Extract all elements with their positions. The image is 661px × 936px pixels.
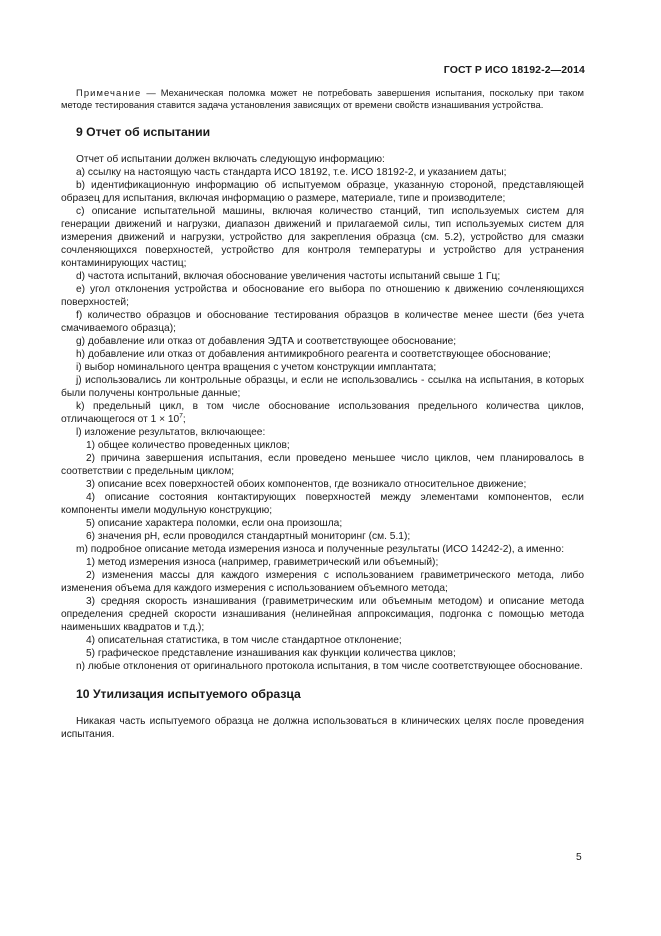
sub-item-m2: 2) изменения массы для каждого измерения с использованием гравиметрического метода, либо изменения объема для каждого измерения с использованием объемного метода; xyxy=(61,570,584,594)
list-item-h: h) добавление или отказ от добавления антимикробного реагента и соответствующее обоснование; xyxy=(76,349,551,360)
section-9-intro: Отчет об испытании должен включать следующую информацию: xyxy=(76,154,385,165)
list-item-c: c) описание испытательной машины, включая количество станций, тип используемых систем для генерации движений и нагрузки, диапазон движений и прилагаемой силы, тип используемых систем для измерения движений и нагрузки, устройство для закрепления образца (см. 5.2), устройство для смазки сочленяющихся поверхностей, устройство для контроля температуры и устройство для устранения контаминирующих частиц; xyxy=(61,206,584,269)
note-text: — Механическая поломка может не потребовать завершения испытания, поскольку при таком методе тестирования ставится задача установления зависящих от времени свойств изнашивания устройства. xyxy=(61,87,584,110)
list-item-j: j) использовались ли контрольные образцы, и если не использовались - ссылка на испытания, в которых были получены контрольные данные; xyxy=(61,375,584,399)
list-item-l: l) изложение результатов, включающее: xyxy=(76,427,266,438)
list-item-n: n) любые отклонения от оригинального протокола испытания, в том числе соответствующее обоснование. xyxy=(76,661,583,672)
exponent: 7 xyxy=(179,412,183,420)
sub-item-m1: 1) метод измерения износа (например, гравиметрический или объемный); xyxy=(86,557,439,568)
sub-item-m3: 3) средняя скорость изнашивания (гравиметрическим или объемным методом) и описание метода определения средней скорости изнашивания (нелинейная аппроксимация, подгонка с помощью метода наименьших квадратов и т.д.); xyxy=(61,596,584,633)
sub-item-l3: 3) описание всех поверхностей обоих компонентов, где возникало относительное движение; xyxy=(86,479,527,490)
sub-item-l2: 2) причина завершения испытания, если проведено меньшее число циклов, чем планировалось в соответствии с предельным циклом; xyxy=(61,453,584,477)
sub-item-l4: 4) описание состояния контактирующих поверхностей между элементами компонентов, если компоненты имели модульную конструкцию; xyxy=(61,492,584,516)
page-content xyxy=(61,87,584,741)
list-item-k-end: ; xyxy=(182,414,186,425)
sub-item-m5: 5) графическое представление изнашивания как функции количества циклов; xyxy=(86,648,456,659)
list-item-m: m) подробное описание метода измерения износа и полученные результаты (ИСО 14242-2), а именно: xyxy=(76,544,565,555)
section-10-title: 10 Утилизация испытуемого образца xyxy=(76,687,301,701)
list-item-k xyxy=(61,400,584,426)
note-paragraph xyxy=(61,87,584,111)
sub-item-m4: 4) описательная статистика, в том числе стандартное отклонение; xyxy=(86,635,402,646)
list-item-i: i) выбор номинального центра вращения с учетом конструкции имплантата; xyxy=(76,362,437,373)
document-id-header: ГОСТ Р ИСО 18192-2—2014 xyxy=(443,64,585,76)
list-item-b: b) идентификационную информацию об испытуемом образце, указанную стороной, представляющей образец для испытания, включая информацию о размере, материале, типе и производителе; xyxy=(61,180,584,204)
note-label: Примечание xyxy=(76,87,142,98)
sub-item-l6: 6) значения pH, если проводился стандартный мониторинг (см. 5.1); xyxy=(86,531,411,542)
list-item-f: f) количество образцов и обоснование тестирования образцов в количестве менее шести (без учета смачиваемого образца); xyxy=(61,310,584,334)
sub-item-l1: 1) общее количество проведенных циклов; xyxy=(86,440,290,451)
section-9-title: 9 Отчет об испытании xyxy=(76,125,211,139)
list-item-e: e) угол отклонения устройства и обоснование его выбора по отношению к движению сочленяющихся поверхностей; xyxy=(61,284,584,308)
list-item-d: d) частота испытаний, включая обоснование увеличения частоты испытаний свыше 1 Гц; xyxy=(76,271,501,282)
list-item-g: g) добавление или отказ от добавления ЭДТА и соответствующее обоснование; xyxy=(76,336,457,347)
page-number: 5 xyxy=(576,852,582,863)
list-item-a: a) ссылку на настоящую часть стандарта ИСО 18192, т.е. ИСО 18192-2, и указанием даты; xyxy=(76,167,507,178)
sub-item-l5: 5) описание характера поломки, если она произошла; xyxy=(86,518,343,529)
section-10-text: Никакая часть испытуемого образца не должна использоваться в клинических целях после проведения испытания. xyxy=(61,716,584,740)
list-item-k-text: k) предельный цикл, в том числе обоснование использования предельного количества циклов, отличающегося от 1 × 10 xyxy=(61,401,584,425)
